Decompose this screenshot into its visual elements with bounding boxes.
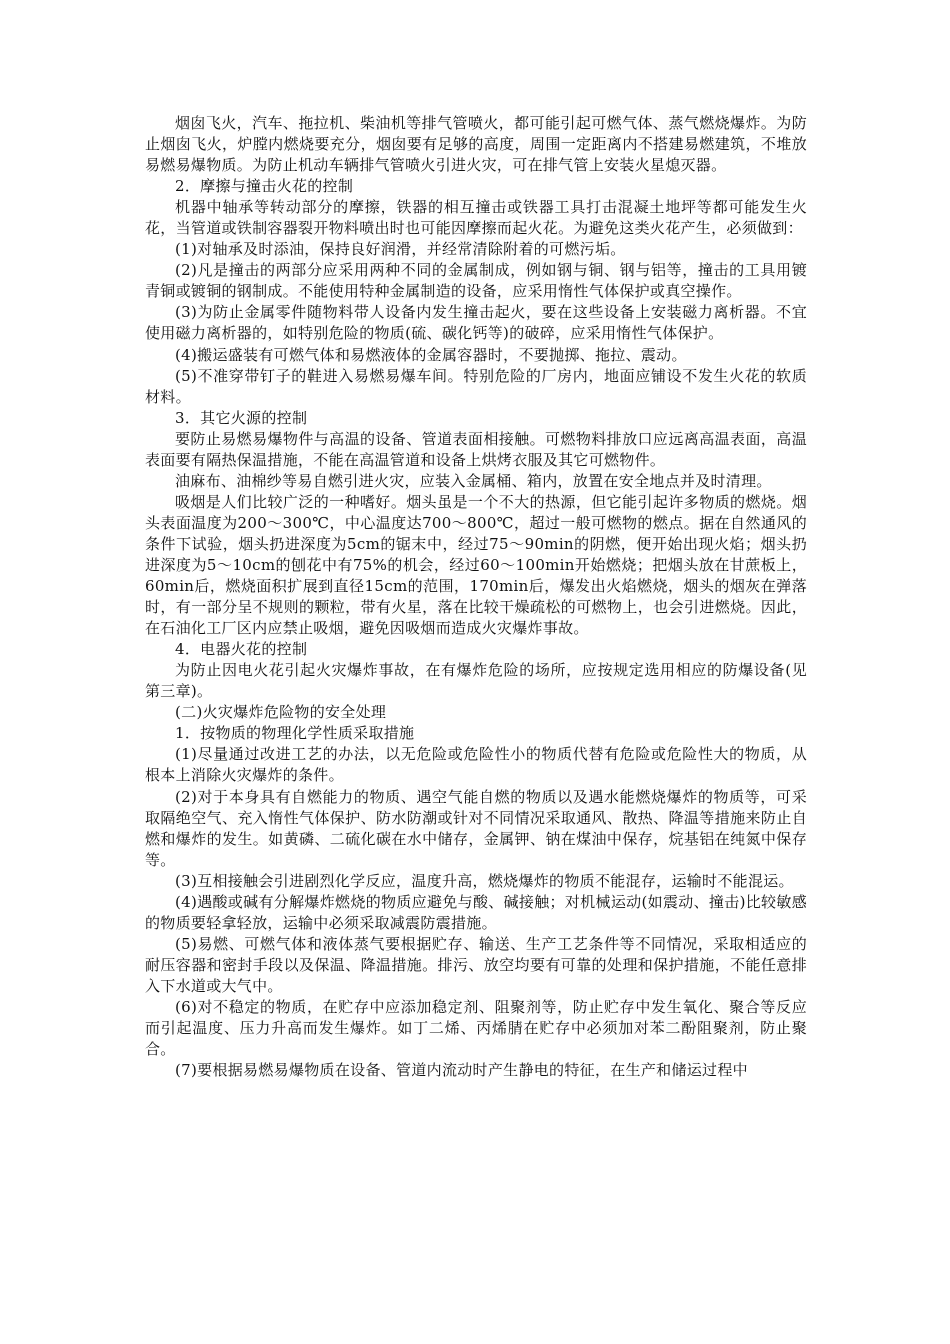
section-heading-hazardous-materials: (二)火灾爆炸危险物的安全处理	[175, 703, 387, 722]
list-item-pressure-vessels: (5)易燃、可燃气体和液体蒸气要根据贮存、输送、生产工艺条件等不同情况，采取相适应的耐压容器和密封手段以及保温、降温措施。排污、放空均要有可靠的处理和保护措施，不能任意排入下水道或大气中。	[145, 934, 807, 995]
list-item-nailed-shoes: (5)不准穿带钉子的鞋进入易燃易爆车间。特别危险的厂房内，地面应铺设不发生火花的软质材料。	[145, 366, 807, 406]
paragraph-oily-rags: 油麻布、油棉纱等易自燃引进火灾，应装入金属桶、箱内，放置在安全地点并及时清理。	[175, 471, 772, 490]
section-heading-other-sources: 3．其它火源的控制	[175, 408, 308, 427]
section-heading-friction-sparks: 2．摩擦与撞击火花的控制	[175, 177, 354, 196]
paragraph-chimney-sparks: 烟囱飞火，汽车、拖拉机、柴油机等排气管喷火，都可能引起可燃气体、蒸气燃烧爆炸。为防止烟囱飞火，炉膛内燃烧要充分，烟囱要有足够的高度，周围一定距离内不搭建易燃建筑，不堆放易燃易爆物质。为防止机动车辆排气管喷火引进火灾，可在排气管上安装火星熄灭器。	[145, 114, 807, 175]
list-item-self-igniting: (2)对于本身具有自燃能力的物质、遇空气能自燃的物质以及遇水能燃烧爆炸的物质等，可采取隔绝空气、充入惰性气体保护、防水防潮或针对不同情况采取通风、散热、降温等措施来防止自燃和爆炸的发生。如黄磷、二硫化碳在水中储存，金属钾、钠在煤油中保存，烷基铝在纯氮中保存等。	[145, 787, 807, 869]
list-item-stabilizers: (6)对不稳定的物质，在贮存中应添加稳定剂、阻聚剂等，防止贮存中发生氧化、聚合等反应而引起温度、压力升高而发生爆炸。如丁二烯、丙烯腈在贮存中必须加对苯二酚阻聚剂，防止聚合。	[145, 997, 807, 1059]
subsection-heading-physicochemical: 1．按物质的物理化学性质采取措施	[175, 724, 415, 743]
paragraph-hot-surfaces: 要防止易燃易爆物件与高温的设备、管道表面相接触。可燃物料排放口应远离高温表面，高温表面要有隔热保温措施，不能在高温管道和设备上烘烤衣服及其它可燃物件。	[145, 429, 807, 469]
list-item-acid-base: (4)遇酸或碱有分解爆炸燃烧的物质应避免与酸、碱接触；对机械运动(如震动、撞击)比较敏感的物质要轻拿轻放，运输中必须采取减震防震措施。	[145, 892, 807, 932]
list-item-substitution: (1)尽量通过改进工艺的办法，以无危险或危险性小的物质代替有危险或危险性大的物质，从根本上消除火灾爆炸的条件。	[145, 745, 807, 785]
section-heading-electrical-sparks: 4．电器火花的控制	[175, 640, 308, 659]
list-item-static-electricity: (7)要根据易燃易爆物质在设备、管道内流动时产生静电的特征，在生产和储运过程中	[175, 1061, 748, 1080]
list-item-bearing-oil: (1)对轴承及时添油，保持良好润滑，并经常清除附着的可燃污垢。	[175, 240, 626, 259]
paragraph-friction-intro: 机器中轴承等转动部分的摩擦，铁器的相互撞击或铁器工具打击混凝土地坪等都可能发生火花，当管道或铁制容器裂开物料喷出时也可能因摩擦而起火花。为避免这类火花产生，必须做到：	[145, 198, 807, 238]
list-item-metal-containers: (4)搬运盛装有可燃气体和易燃液体的金属容器时，不要抛掷、拖拉、震动。	[175, 345, 687, 364]
list-item-dissimilar-metals: (2)凡是撞击的两部分应采用两种不同的金属制成，例如钢与铜、钢与铝等，撞击的工具用镀青铜或镀铜的钢制成。不能使用特种金属制造的设备，应采用惰性气体保护或真空操作。	[145, 261, 807, 301]
list-item-no-mixing: (3)互相接触会引进剧烈化学反应，温度升高，燃烧爆炸的物质不能混存，运输时不能混运。	[175, 871, 794, 890]
list-item-magnetic-separator: (3)为防止金属零件随物料带人设备内发生撞击起火，要在这些设备上安装磁力离析器。不宜使用磁力离析器的，如特别危险的物质(硫、碳化钙等)的破碎，应采用惰性气体保护。	[145, 303, 807, 343]
paragraph-explosion-proof: 为防止因电火花引起火灾爆炸事故，在有爆炸危险的场所，应按规定选用相应的防爆设备(见第三章)。	[145, 661, 807, 701]
paragraph-smoking: 吸烟是人们比较广泛的一种嗜好。烟头虽是一个不大的热源，但它能引起许多物质的燃烧。烟头表面温度为200～300℃，中心温度达700～800℃，超过一般可燃物的燃点。据在自然通风的条件下试验，烟头扔进深度为5cm的锯末中，经过75～90min的阴燃，便开始出现火焰；烟头扔进深度为5～10cm的刨花中有75%的机会，经过60～100min开始燃烧；把烟头放在甘蔗板上，60min后，燃烧面积扩展到直径15cm的范围，170min后，爆发出火焰燃烧，烟头的烟灰在弹落时，有一部分呈不规则的颗粒，带有火星，落在比较干燥疏松的可燃物上，也会引进燃烧。因此，在石油化工厂区内应禁止吸烟，避免因吸烟而造成火灾爆炸事故。	[145, 492, 807, 638]
document-page	[145, 113, 807, 1081]
